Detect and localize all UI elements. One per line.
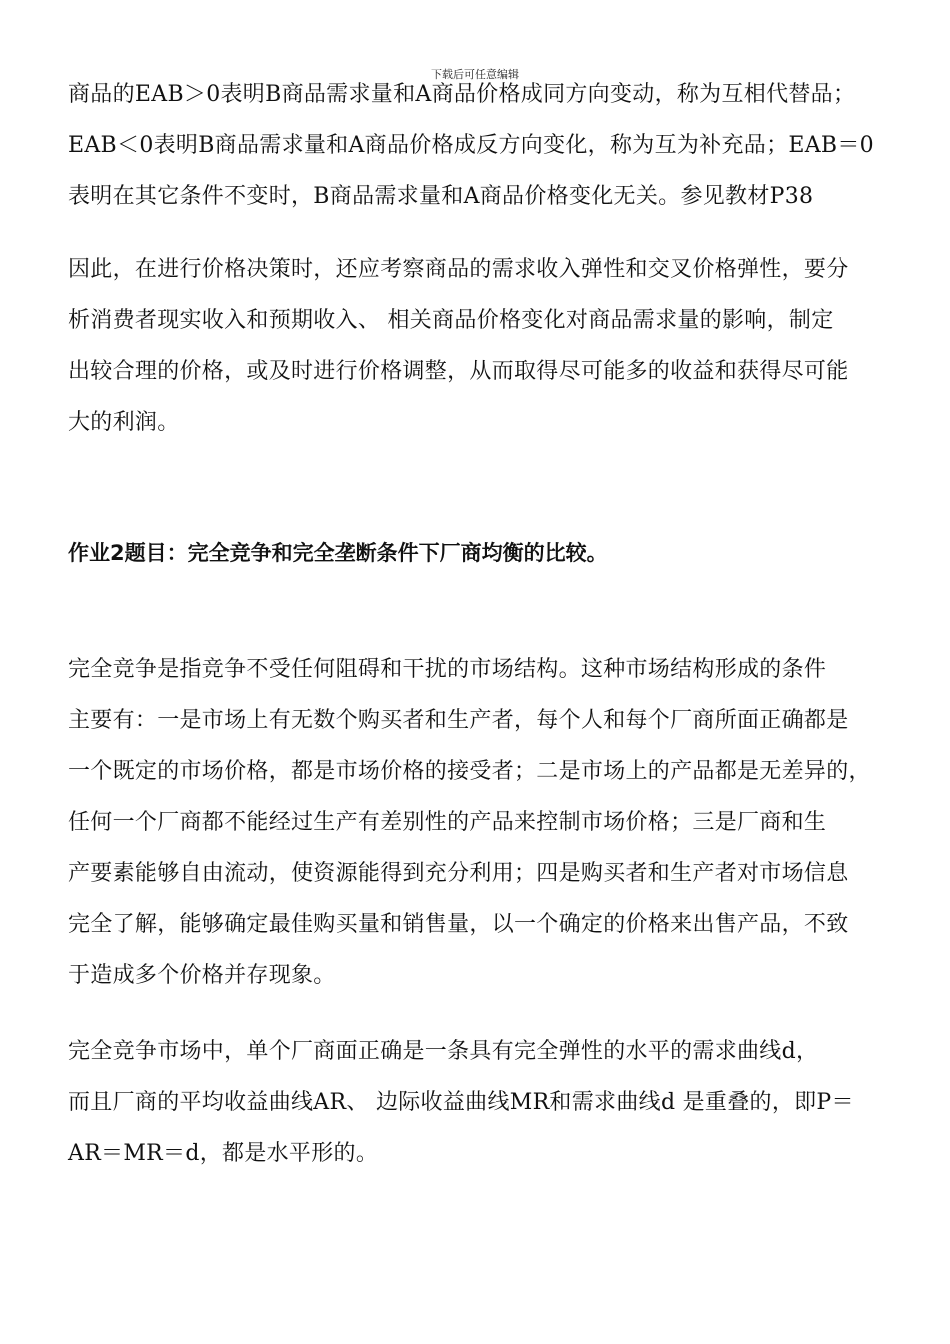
paragraph-3-line-2: 主要有：一是市场上有无数个购买者和生产者，每个人和每个厂商所面正确都是 (68, 708, 849, 733)
paragraph-1-line-2: EAB＜0表明B商品需求量和A商品价格成反方向变化，称为互为补充品；EAB＝0 (68, 133, 874, 158)
download-note: 下载后可任意编辑 (431, 68, 519, 81)
assignment-heading: 作业2题目：完全竞争和完全垄断条件下厂商均衡的比较。 (68, 541, 608, 565)
paragraph-2-line-2: 析消费者现实收入和预期收入、 相关商品价格变化对商品需求量的影响，制定 (68, 308, 834, 333)
paragraph-3-line-1: 完全竞争是指竞争不受任何阻碍和干扰的市场结构。这种市场结构形成的条件 (68, 657, 827, 682)
paragraph-3-line-3: 一个既定的市场价格，都是市场价格的接受者；二是市场上的产品都是无差异的， (68, 759, 871, 784)
paragraph-1-line-3: 表明在其它条件不变时，B商品需求量和A商品价格变化无关。参见教材P38 (68, 184, 814, 209)
paragraph-3-line-4: 任何一个厂商都不能经过生产有差别性的产品来控制市场价格；三是厂商和生 (68, 810, 827, 835)
paragraph-4-line-1: 完全竞争市场中，单个厂商面正确是一条具有完全弹性的水平的需求曲线d， (68, 1039, 819, 1064)
paragraph-3-line-5: 产要素能够自由流动，使资源能得到充分利用；四是购买者和生产者对市场信息 (68, 861, 849, 886)
paragraph-2-line-4: 大的利润。 (68, 410, 180, 435)
paragraph-4-line-2: 而且厂商的平均收益曲线AR、 边际收益曲线MR和需求曲线d 是重叠的，即P＝ (68, 1090, 854, 1115)
paragraph-1-line-1: 商品的EAB＞0表明B商品需求量和A商品价格成同方向变动，称为互相代替品； (68, 82, 856, 107)
paragraph-2-line-3: 出较合理的价格，或及时进行价格调整，从而取得尽可能多的收益和获得尽可能 (68, 359, 849, 384)
paragraph-3-line-6: 完全了解，能够确定最佳购买量和销售量，以一个确定的价格来出售产品，不致 (68, 912, 849, 937)
paragraph-3-line-7: 于造成多个价格并存现象。 (68, 963, 336, 988)
paragraph-2-line-1: 因此，在进行价格决策时，还应考察商品的需求收入弹性和交叉价格弹性，要分 (68, 257, 849, 282)
paragraph-4-line-3: AR＝MR＝d，都是水平形的。 (68, 1141, 379, 1166)
